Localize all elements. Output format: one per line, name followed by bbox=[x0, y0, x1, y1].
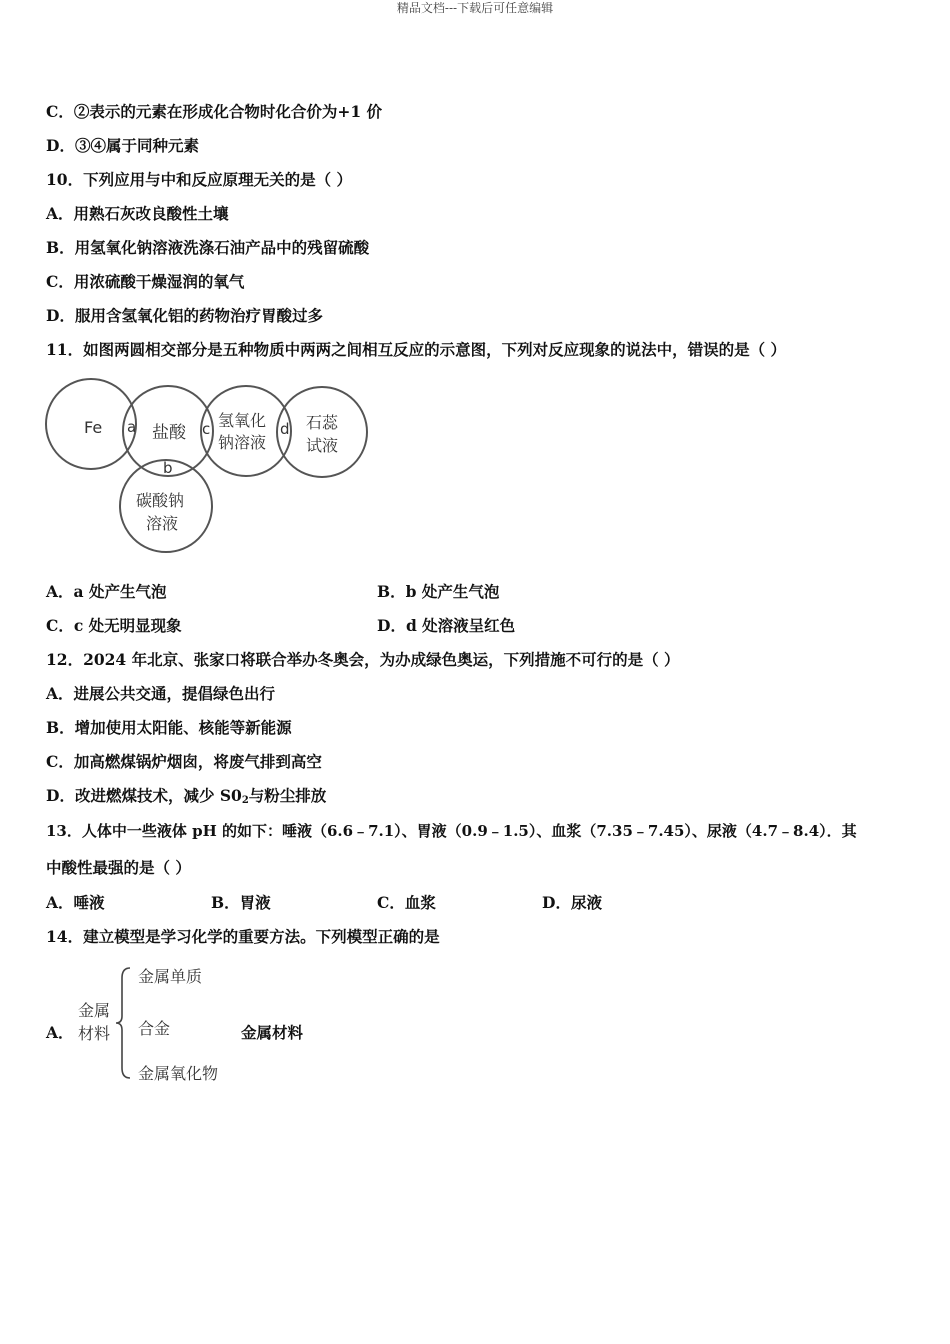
q10-option-c: C．用浓硫酸干燥湿润的氧气 bbox=[46, 272, 245, 291]
model-item-metal-element: 金属单质 bbox=[138, 967, 203, 986]
label-naoh-line2: 钠溶液 bbox=[218, 433, 267, 452]
q12-stem: 12．2024 年北京、张家口将联合举办冬奥会，为办成绿色奥运，下列措施不可行的是（ ） bbox=[46, 650, 680, 669]
q13-option-a: A．唾液 bbox=[46, 893, 105, 912]
q10-option-d: D．服用含氢氧化铝的药物治疗胃酸过多 bbox=[46, 306, 323, 325]
q12-option-a: A．进展公共交通，提倡绿色出行 bbox=[46, 684, 276, 703]
label-fe: Fe bbox=[84, 418, 103, 437]
q13-option-d: D．尿液 bbox=[542, 893, 602, 912]
label-hcl: 盐酸 bbox=[152, 423, 186, 443]
q11-option-b: B．b 处产生气泡 bbox=[377, 582, 500, 601]
page-header: 精品文档---下载后可任意编辑 bbox=[396, 1, 554, 15]
model-root-line2: 材料 bbox=[78, 1024, 111, 1043]
q11-option-d: D．d 处溶液呈红色 bbox=[377, 616, 516, 635]
q10-option-b: B．用氢氧化钠溶液洗涤石油产品中的残留硫酸 bbox=[46, 238, 370, 257]
label-b: b bbox=[163, 459, 173, 477]
q13-option-c: C．血浆 bbox=[377, 893, 436, 912]
model-item-alloy: 合金 bbox=[138, 1019, 171, 1038]
q11-option-a: A．a 处产生气泡 bbox=[46, 582, 167, 601]
q11-stem: 11．如图两圆相交部分是五种物质中两两之间相互反应的示意图，下列对反应现象的说法中，错误的是（ ） bbox=[46, 340, 786, 359]
label-na2co3-line1: 碳酸钠 bbox=[136, 491, 185, 510]
q10-option-a: A．用熟石灰改良酸性土壤 bbox=[46, 204, 229, 223]
q13-option-b: B．胃液 bbox=[211, 893, 271, 912]
label-d: d bbox=[280, 420, 290, 438]
label-naoh-line1: 氢氧化 bbox=[218, 411, 267, 430]
q12-option-c: C．加高燃煤锅炉烟囱，将废气排到高空 bbox=[46, 752, 322, 771]
q13-stem-line2: 中酸性最强的是（ ） bbox=[46, 858, 191, 877]
q12-option-b: B．增加使用太阳能、核能等新能源 bbox=[46, 718, 292, 737]
q14-option-a-label: A． bbox=[46, 1023, 74, 1042]
model-item-metal-oxide: 金属氧化物 bbox=[138, 1064, 219, 1083]
label-litmus-line2: 试液 bbox=[306, 436, 339, 455]
model-root-line1: 金属 bbox=[78, 1001, 111, 1020]
q12-option-d bbox=[46, 786, 326, 811]
q11-option-c: C．c 处无明显现象 bbox=[46, 616, 182, 635]
label-na2co3-line2: 溶液 bbox=[146, 514, 179, 533]
q9-option-c: C．②表示的元素在形成化合物时化合价为+1 价 bbox=[46, 102, 383, 121]
label-a: a bbox=[127, 418, 137, 436]
q13-stem-line1: 13．人体中一些液体 pH 的如下：唾液（6.6﹣7.1）、胃液（0.9﹣1.5）、血浆（7.35﹣7.45）、尿液（4.7﹣8.4）．其 bbox=[46, 822, 857, 840]
reaction-circle-diagram bbox=[44, 374, 374, 559]
label-c: c bbox=[202, 420, 211, 438]
metal-material-model bbox=[46, 960, 446, 1090]
q14-stem: 14．建立模型是学习化学的重要方法。下列模型正确的是 bbox=[46, 927, 440, 946]
model-caption: 金属材料 bbox=[241, 1023, 304, 1042]
label-litmus-line1: 石蕊 bbox=[306, 413, 339, 432]
q10-stem: 10．下列应用与中和反应原理无关的是（ ） bbox=[46, 170, 352, 189]
q12-option-d-post: 与粉尘排放 bbox=[248, 786, 327, 805]
q9-option-d: D．③④属于同种元素 bbox=[46, 136, 199, 155]
q12-option-d-pre: D．改进燃煤技术，减少 S0 bbox=[46, 786, 242, 805]
q12-option-d-subscript: 2 bbox=[241, 795, 249, 806]
curly-brace-icon bbox=[114, 966, 134, 1080]
